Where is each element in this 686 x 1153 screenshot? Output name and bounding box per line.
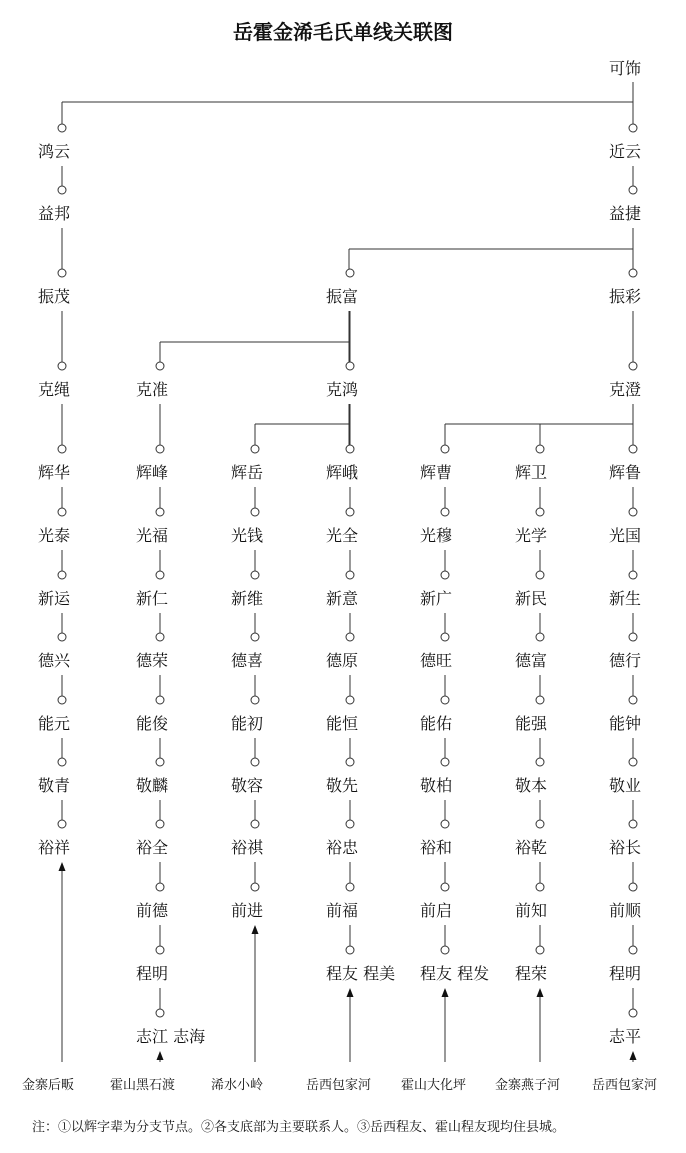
person-name: 德兴 — [38, 651, 71, 670]
node-circle — [346, 571, 354, 579]
person-name: 敬柏 — [420, 776, 453, 795]
node-circle — [251, 820, 259, 828]
person-name: 益捷 — [609, 204, 642, 223]
node-circle — [441, 883, 449, 891]
person-name: 辉峨 — [326, 463, 359, 482]
person-name: 德富 — [515, 651, 548, 670]
person-name: 新维 — [231, 589, 264, 608]
person-name: 克鸿 — [326, 380, 359, 399]
lineage-arrow-head — [537, 988, 544, 997]
person-name: 敬先 — [326, 776, 359, 795]
node-circle — [629, 186, 637, 194]
node-circle — [156, 1009, 164, 1017]
person-name: 光钱 — [231, 526, 264, 545]
person-name: 能钟 — [609, 714, 642, 733]
node-circle — [156, 946, 164, 954]
node-circle — [58, 186, 66, 194]
person-name: 德荣 — [136, 651, 169, 670]
person-name: 光学 — [515, 526, 548, 545]
person-name: 能俊 — [136, 714, 169, 733]
person-name: 裕祥 — [38, 838, 71, 857]
node-circle — [441, 571, 449, 579]
node-circle — [536, 946, 544, 954]
person-name: 程友 程发 — [420, 964, 490, 983]
node-circle — [629, 946, 637, 954]
person-name: 新意 — [326, 589, 359, 608]
node-circle — [536, 883, 544, 891]
person-name: 前顺 — [609, 901, 642, 920]
person-name: 前启 — [420, 901, 453, 920]
person-name: 光泰 — [38, 526, 71, 545]
node-circle — [156, 883, 164, 891]
person-name: 程友 程美 — [326, 964, 396, 983]
node-circle — [441, 696, 449, 704]
lineage-arrow-head — [442, 988, 449, 997]
person-name: 敬本 — [515, 776, 548, 795]
node-circle — [58, 362, 66, 370]
person-name: 新民 — [515, 589, 548, 608]
place-label: 金寨燕子河 — [495, 1078, 561, 1093]
person-name: 可饰 — [609, 59, 642, 78]
node-circle — [251, 883, 259, 891]
person-name: 敬青 — [38, 776, 71, 795]
person-name: 能初 — [231, 714, 264, 733]
person-name: 德喜 — [231, 651, 264, 670]
person-name: 克准 — [136, 380, 169, 399]
person-name: 敬业 — [609, 776, 642, 795]
node-circle — [441, 820, 449, 828]
person-name: 辉曹 — [420, 463, 453, 482]
lineage-arrow-head — [347, 988, 354, 997]
person-name: 新仁 — [136, 589, 169, 608]
person-name: 敬容 — [231, 776, 264, 795]
person-name: 裕忠 — [326, 838, 359, 857]
person-name: 新生 — [609, 589, 642, 608]
node-circle — [251, 633, 259, 641]
node-circle — [251, 758, 259, 766]
person-name: 鸿云 — [38, 142, 71, 161]
person-name: 程明 — [609, 964, 642, 983]
person-name: 克绳 — [38, 380, 71, 399]
person-name: 裕全 — [136, 838, 169, 857]
node-circle — [536, 696, 544, 704]
node-circle — [536, 758, 544, 766]
node-circle — [629, 445, 637, 453]
node-circle — [156, 633, 164, 641]
node-circle — [629, 124, 637, 132]
node-circle — [629, 758, 637, 766]
person-name: 敬麟 — [136, 776, 169, 795]
person-name: 程明 — [136, 964, 169, 983]
node-circle — [156, 820, 164, 828]
node-circle — [346, 269, 354, 277]
node-circle — [156, 758, 164, 766]
person-name: 裕长 — [609, 838, 642, 857]
node-circle — [58, 124, 66, 132]
node-circle — [58, 269, 66, 277]
person-name: 近云 — [609, 142, 642, 161]
node-circle — [58, 820, 66, 828]
node-circle — [346, 445, 354, 453]
diagram-title: 岳霍金浠毛氏单线关联图 — [233, 20, 453, 44]
lineage-arrow-head — [630, 1051, 637, 1060]
node-circle — [346, 820, 354, 828]
person-name: 志江 志海 — [136, 1027, 206, 1046]
person-name: 志平 — [609, 1027, 642, 1046]
node-circle — [156, 508, 164, 516]
node-circle — [156, 445, 164, 453]
node-circle — [629, 633, 637, 641]
person-name: 光穆 — [420, 526, 453, 545]
lineage-arrow-head — [59, 862, 66, 871]
person-name: 益邦 — [38, 204, 71, 223]
node-circle — [58, 508, 66, 516]
node-circle — [629, 362, 637, 370]
footnote: 注：①以辉字辈为分支节点。②各支底部为主要联系人。③岳西程友、霍山程友现均住县城。 — [32, 1120, 566, 1135]
node-circle — [629, 696, 637, 704]
person-name: 前福 — [326, 901, 359, 920]
node-circle — [346, 362, 354, 370]
person-name: 振彩 — [609, 287, 642, 306]
node-circle — [629, 820, 637, 828]
person-name: 前进 — [231, 901, 264, 920]
node-circle — [156, 571, 164, 579]
node-circle — [346, 946, 354, 954]
person-name: 前德 — [136, 901, 169, 920]
person-name: 辉鲁 — [609, 463, 642, 482]
node-circle — [156, 696, 164, 704]
person-name: 能佑 — [420, 714, 453, 733]
node-circle — [251, 508, 259, 516]
lineage-arrow-head — [252, 925, 259, 934]
node-circle — [536, 571, 544, 579]
person-name: 裕乾 — [515, 838, 548, 857]
node-circle — [536, 445, 544, 453]
node-circle — [346, 758, 354, 766]
node-circle — [346, 696, 354, 704]
person-name: 德行 — [609, 651, 642, 670]
person-name: 辉峰 — [136, 463, 169, 482]
person-name: 光国 — [609, 526, 642, 545]
node-circle — [629, 571, 637, 579]
node-circle — [251, 696, 259, 704]
place-label: 浠水小岭 — [211, 1078, 264, 1093]
node-circle — [629, 508, 637, 516]
lineage-arrow-head — [157, 1051, 164, 1060]
node-circle — [441, 445, 449, 453]
place-label: 霍山大化坪 — [401, 1078, 467, 1093]
node-circle — [629, 269, 637, 277]
place-label: 岳西包家河 — [306, 1078, 372, 1093]
person-name: 德旺 — [420, 651, 453, 670]
node-circle — [536, 820, 544, 828]
node-circle — [251, 571, 259, 579]
node-circle — [251, 445, 259, 453]
node-circle — [629, 883, 637, 891]
node-circle — [58, 696, 66, 704]
place-label: 霍山黑石渡 — [110, 1078, 176, 1093]
node-circle — [346, 883, 354, 891]
node-circle — [58, 633, 66, 641]
person-name: 能元 — [38, 714, 71, 733]
person-name: 新广 — [420, 589, 453, 608]
person-name: 新运 — [38, 589, 71, 608]
place-label: 岳西包家河 — [592, 1078, 658, 1093]
person-name: 辉卫 — [515, 463, 548, 482]
node-circle — [441, 758, 449, 766]
person-name: 振茂 — [38, 287, 71, 306]
node-circle — [58, 445, 66, 453]
person-name: 辉岳 — [231, 463, 264, 482]
node-circle — [58, 571, 66, 579]
node-circle — [58, 758, 66, 766]
person-name: 前知 — [515, 901, 548, 920]
person-name: 克澄 — [609, 380, 642, 399]
person-name: 裕祺 — [231, 838, 264, 857]
person-name: 能恒 — [326, 714, 359, 733]
node-circle — [629, 1009, 637, 1017]
person-name: 振富 — [326, 287, 359, 306]
person-name: 辉华 — [38, 463, 71, 482]
node-circle — [536, 508, 544, 516]
node-circle — [346, 633, 354, 641]
node-circle — [536, 633, 544, 641]
person-name: 能强 — [515, 714, 548, 733]
node-circle — [441, 946, 449, 954]
place-label: 金寨后畈 — [22, 1078, 75, 1093]
person-name: 德原 — [326, 651, 359, 670]
node-circle — [441, 633, 449, 641]
person-name: 光全 — [326, 526, 359, 545]
person-name: 裕和 — [420, 838, 453, 857]
node-circle — [441, 508, 449, 516]
person-name: 程荣 — [515, 964, 548, 983]
node-circle — [156, 362, 164, 370]
node-circle — [346, 508, 354, 516]
person-name: 光福 — [136, 526, 169, 545]
